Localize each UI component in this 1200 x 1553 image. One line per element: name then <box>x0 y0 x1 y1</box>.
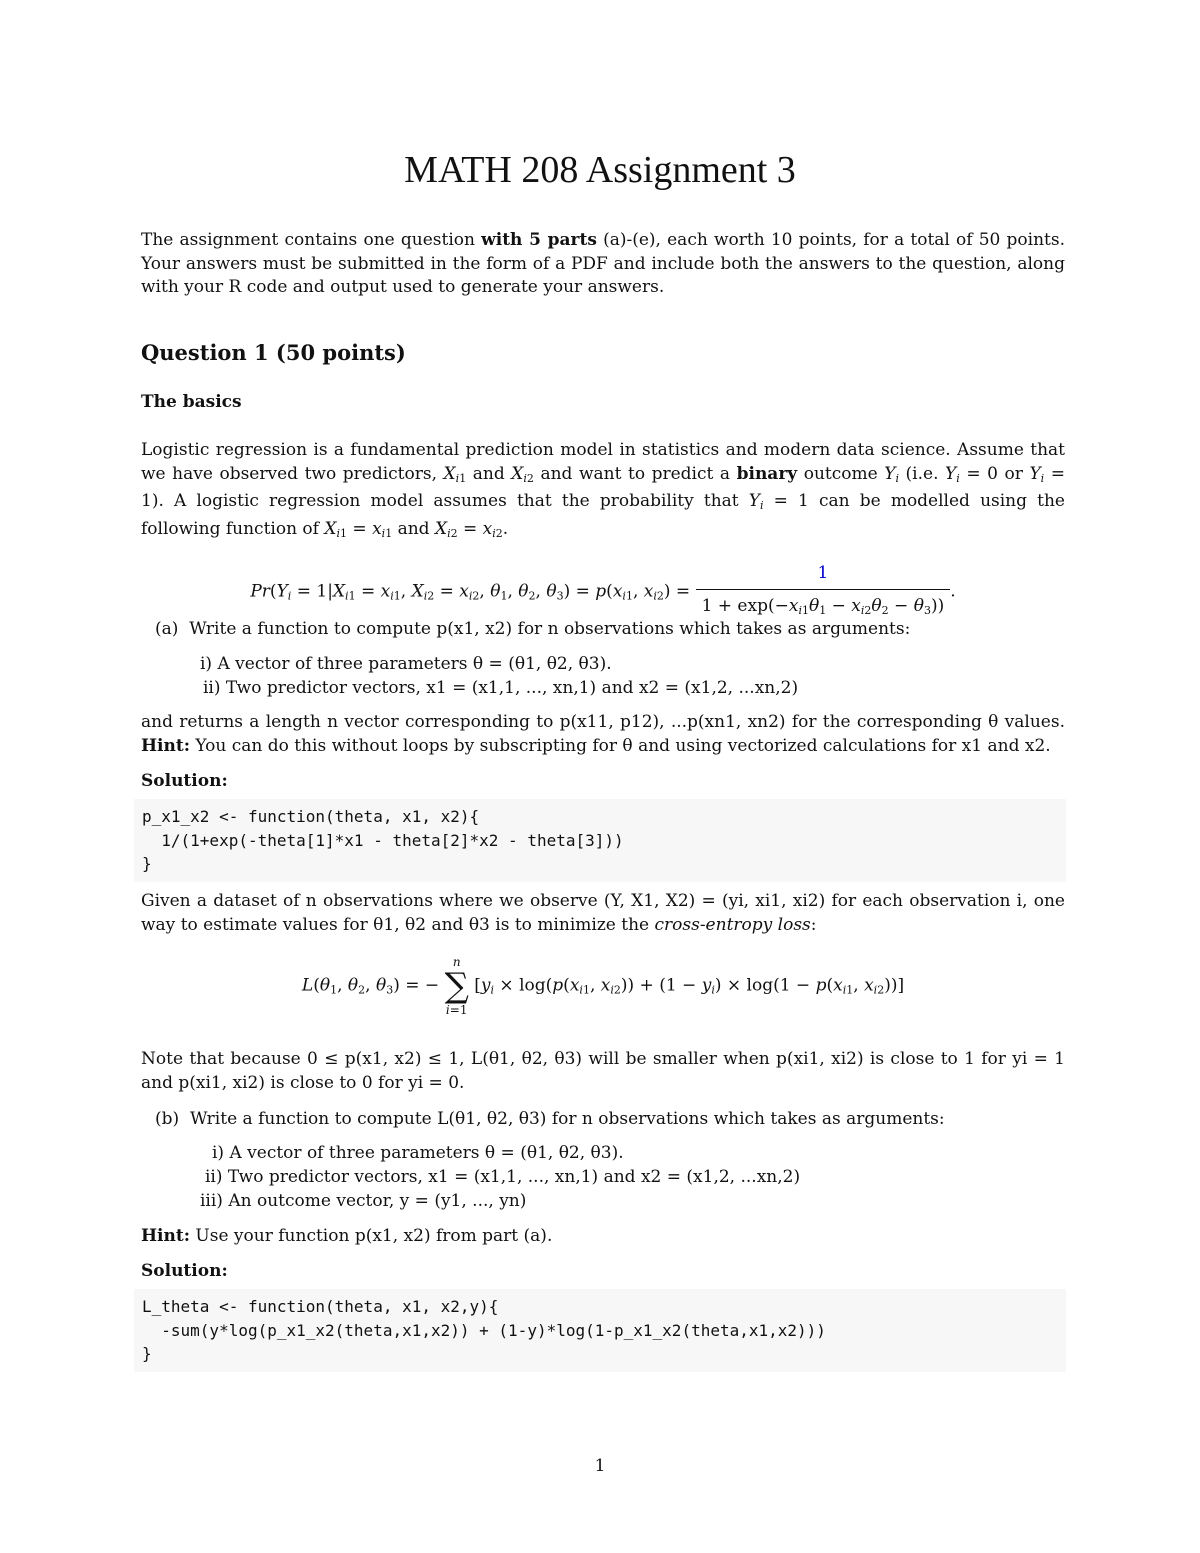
loss-equation: $L(\theta_1$, $\theta_2$, $\theta_3$) = − n ∑ i=1 [$y_i \times \log(p(x_{i1}$, $x_{i2})) + (1 - y_i) \times \log(1 - p(x_{i1}$, $x_{i2}$))] <box>301 955 905 1017</box>
question-heading: Question 1 (50 points) <box>141 340 406 365</box>
dataset-paragraph: Given a dataset of n observations where we observe (Y, X1, X2) = (yi, xi1, xi2) for each observation i, one way to estimate values for θ1, θ2 and θ3 is to minimize the cross-entropy loss: <box>141 891 1065 935</box>
part-a-returns: and returns a length n vector corresponding to p(x11, p12), ...p(xn1, xn2) for the corresponding θ values. Hint: You can do this without loops by subscripting for θ and using vectorized calculations for x1 and x2. <box>141 712 1065 756</box>
part-b-item-1: i) A vector of three parameters θ = (θ1, θ2, θ3). <box>212 1143 624 1163</box>
part-a-item-1: i) A vector of three parameters θ = (θ1, θ2, θ3). <box>200 654 612 674</box>
part-a-prompt: (a) Write a function to compute p(x1, x2) for n observations which takes as arguments: <box>155 619 911 639</box>
page-title: MATH 208 Assignment 3 <box>404 149 796 191</box>
basics-paragraph: Logistic regression is a fundamental prediction model in statistics and modern data science. Assume that we have observed two predictors, $X_{i1}$ and $X_{i2}$ and want to predict a binary outcome $Y_i$ (i.e. $Y_i = 0$ or $Y_i = 1$). A logistic regression model assumes that the probability that $Y_i = 1$ can be modelled using the following function of $X_{i1} = x_{i1}$ and $X_{i2} = x_{i2}$. <box>141 440 1065 540</box>
part-a-item-2: ii) Two predictor vectors, x1 = (x1,1, ..., xn,1) and x2 = (x1,2, ...xn,2) <box>203 678 799 698</box>
logistic-equation: $Pr(Y_i = 1|X_{i1} = x_{i1}$, $X_{i2} = x_{i2}$, $\theta_1$, $\theta_2$, $\theta_3) = p(x_{i1}$, $x_{i2}$) = $\frac{1}{1 + \exp(-x_{i1}\theta_1 - x_{i2}\theta_2 - \theta_3))}$ . <box>141 560 1065 624</box>
part-b-hint: Hint: Use your function p(x1, x2) from part (a). <box>141 1226 553 1246</box>
solution-label-a: Solution: <box>141 771 228 791</box>
intro-paragraph: The assignment contains one question with 5 parts (a)-(e), each worth 10 points, for a total of 50 points. Your answers must be submitted in the form of a PDF and include both the answers to the question, along with your R code and output used to generate your answers. <box>141 230 1065 297</box>
part-b-item-3: iii) An outcome vector, y = (y1, ..., yn) <box>200 1191 527 1211</box>
part-b-item-2: ii) Two predictor vectors, x1 = (x1,1, ..., xn,1) and x2 = (x1,2, ...xn,2) <box>205 1167 801 1187</box>
section-heading: The basics <box>141 392 242 412</box>
code-block-a: p_x1_x2 <- function(theta, x1, x2){ 1/(1+exp(-theta[1]*x1 - theta[2]*x2 - theta[3])) } <box>134 799 1066 882</box>
solution-label-b: Solution: <box>141 1261 228 1281</box>
code-block-b: L_theta <- function(theta, x1, x2,y){ -sum(y*log(p_x1_x2(theta,x1,x2)) + (1-y)*log(1-p_x1_x2(theta,x1,x2))) } <box>134 1289 1066 1372</box>
page-number: 1 <box>594 1456 606 1476</box>
note-paragraph: Note that because 0 ≤ p(x1, x2) ≤ 1, L(θ1, θ2, θ3) will be smaller when p(xi1, xi2) is close to 1 for yi = 1 and p(xi1, xi2) is close to 0 for yi = 0. <box>141 1049 1065 1093</box>
part-b-prompt: (b) Write a function to compute L(θ1, θ2, θ3) for n observations which takes as arguments: <box>155 1109 945 1129</box>
